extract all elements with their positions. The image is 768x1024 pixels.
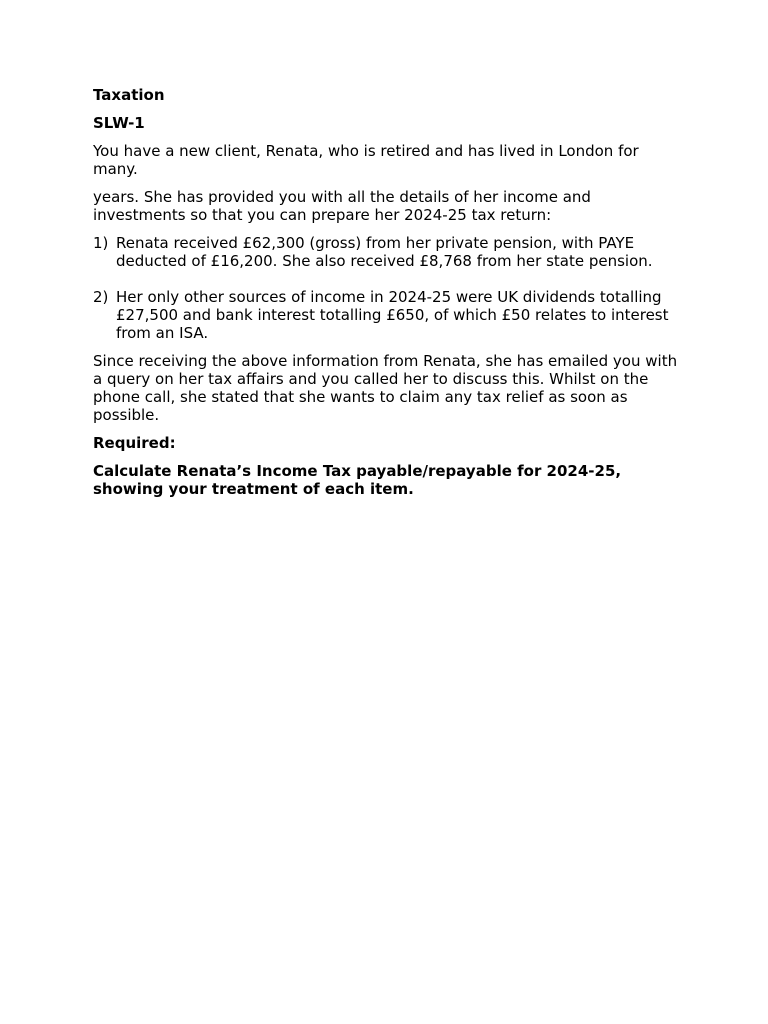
intro-paragraph-2: years. She has provided you with all the details of her income and investments so that you can prepare her 2024-25 tax return: xyxy=(93,188,591,224)
list-item xyxy=(93,234,683,270)
list-item xyxy=(93,288,683,342)
required-text: Calculate Renata’s Income Tax payable/repayable for 2024-25, showing your treatment of each item. xyxy=(93,462,622,498)
list-item-text: Renata received £62,300 (gross) from her private pension, with PAYE deducted of £16,200. She also received £8,768 from her state pension. xyxy=(116,234,653,270)
list-item-text: Her only other sources of income in 2024-25 were UK dividends totalling £27,500 and bank interest totalling £650, of which £50 relates to interest from an ISA. xyxy=(116,288,669,342)
document-page xyxy=(93,86,683,508)
list-marker: 1) xyxy=(93,234,109,252)
required-label: Required: xyxy=(93,434,176,452)
intro-paragraph-1: You have a new client, Renata, who is retired and has lived in London for many. xyxy=(93,142,639,178)
document-title: Taxation xyxy=(93,86,165,104)
income-list xyxy=(93,234,683,342)
follow-up-paragraph: Since receiving the above information from Renata, she has emailed you with a query on her tax affairs and you called her to discuss this. Whilst on the phone call, she stated that she wants to claim any tax relief as soon as possible. xyxy=(93,352,678,424)
document-code: SLW-1 xyxy=(93,114,145,132)
list-marker: 2) xyxy=(93,288,109,306)
